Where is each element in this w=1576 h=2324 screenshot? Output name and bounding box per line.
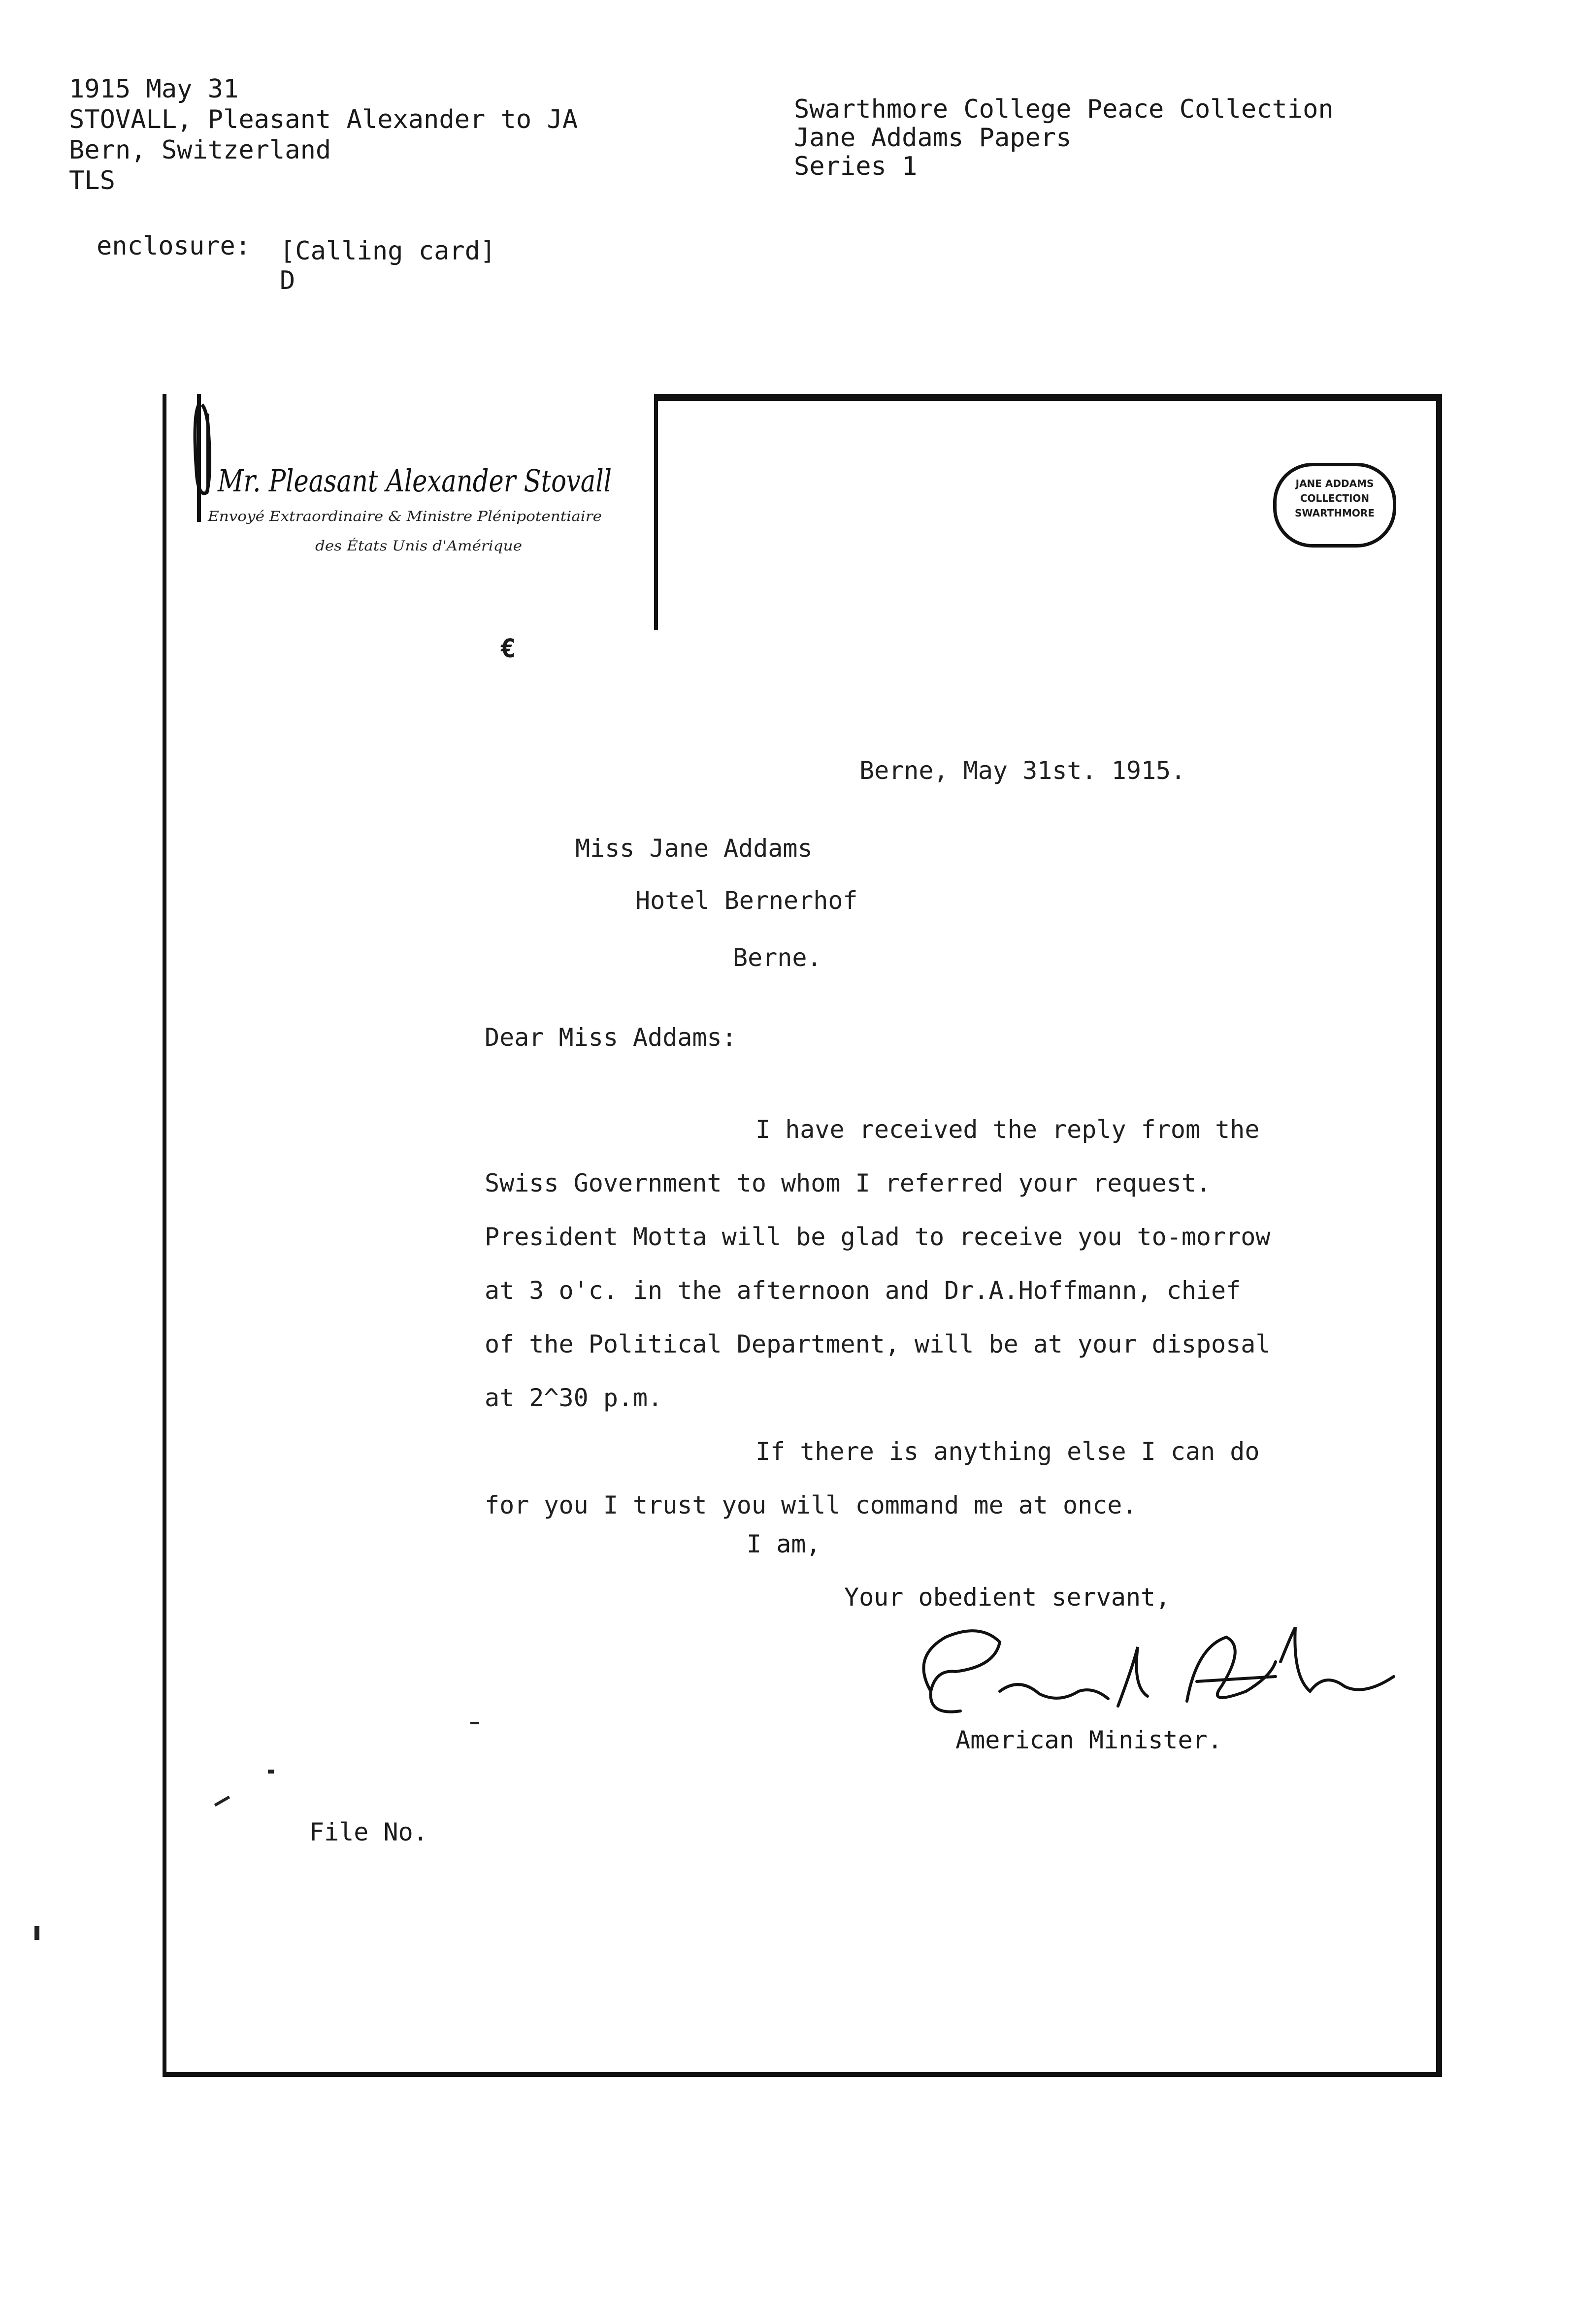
cover-date: 1915 May 31	[69, 74, 239, 104]
address-recipient: Miss Jane Addams	[575, 834, 813, 863]
collection-stamp	[1273, 463, 1396, 548]
file-number-label: File No.	[309, 1818, 428, 1846]
stamp-line-1: JANE ADDAMS	[1295, 478, 1374, 489]
letter-body	[485, 1103, 1270, 1532]
body-line: for you I trust you will command me at once.	[485, 1491, 1137, 1519]
stamp-line-2: COLLECTION	[1300, 492, 1370, 504]
scan-speck	[470, 1722, 479, 1724]
address-hotel: Hotel Bernerhof	[635, 886, 858, 915]
svg-text:Envoyé Extraordinaire & Minist: Envoyé Extraordinaire & Ministre Plénipotentiaire	[207, 508, 602, 524]
svg-text:Mr. Pleasant Alexander Stovall: Mr. Pleasant Alexander Stovall	[217, 463, 612, 499]
body-line: President Motta will be glad to receive you to-morrow	[485, 1223, 1271, 1251]
cover-correspondents: STOVALL, Pleasant Alexander to JA	[69, 105, 578, 134]
closing-servant: Your obedient servant,	[844, 1583, 1171, 1612]
body-line: I have received the reply from the	[755, 1115, 1260, 1144]
margin-mark: €	[500, 634, 516, 664]
cover-doc-type: TLS	[69, 166, 115, 195]
scan-speck	[34, 1926, 39, 1940]
enclosure-item: [Calling card]	[280, 236, 496, 266]
address-city: Berne.	[733, 943, 822, 972]
body-line: at 3 o'c. in the afternoon and Dr.A.Hoffmann, chief	[485, 1276, 1241, 1305]
letter-date: Berne, May 31st. 1915.	[859, 756, 1186, 785]
scan-speck	[268, 1770, 274, 1774]
enclosure-label: enclosure:	[97, 231, 251, 261]
stamp-line-3: SWARTHMORE	[1295, 507, 1375, 519]
card-edge-line	[654, 394, 658, 630]
signature-title: American Minister.	[955, 1726, 1222, 1754]
body-line: of the Political Department, will be at your disposal	[485, 1330, 1271, 1358]
cover-place: Bern, Switzerland	[69, 135, 331, 165]
svg-text:des États Unis d'Amérique: des États Unis d'Amérique	[315, 538, 522, 554]
collection-papers: Jane Addams Papers	[794, 123, 1072, 153]
letterhead-engraving	[177, 394, 650, 581]
salutation: Dear Miss Addams:	[485, 1023, 737, 1052]
collection-series: Series 1	[794, 152, 918, 181]
body-line: If there is anything else I can do	[755, 1437, 1260, 1466]
cover-collection	[794, 95, 1334, 181]
closing-i-am: I am,	[747, 1530, 821, 1558]
sheet-top-edge	[654, 394, 1442, 401]
enclosure-value	[280, 236, 495, 295]
cover-metadata	[69, 74, 578, 196]
handwritten-signature	[901, 1617, 1404, 1731]
body-line: Swiss Government to whom I referred your request.	[485, 1169, 1212, 1197]
enclosure-code: D	[280, 266, 296, 295]
body-line: at 2^30 p.m.	[485, 1384, 663, 1412]
collection-name: Swarthmore College Peace Collection	[794, 95, 1334, 124]
